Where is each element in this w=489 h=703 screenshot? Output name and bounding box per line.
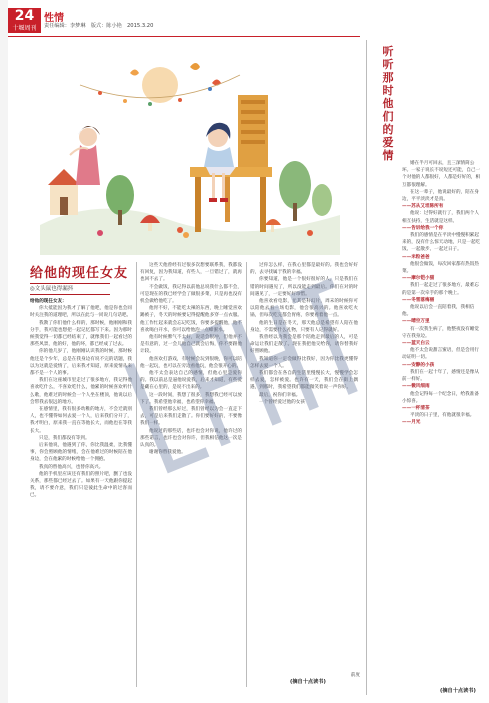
paragraph: 我曾经以为我会是那个陪他走到最后的人，可是命运让我们走散了。现在我把他交给你，请你替我好好照顾他。 xyxy=(250,335,358,355)
article-column-1 xyxy=(30,298,132,688)
sidebar-signature: ——冬雪落梅丽 xyxy=(402,297,435,303)
paragraph: 他的生日是在冬天，那天他总是希望有人陪在他身边，不需要什么礼物，只要有人记得就好。 xyxy=(250,320,358,333)
paragraph: 他会记得每一个纪念日，给我准备小惊喜。 xyxy=(402,391,479,404)
header-rule xyxy=(8,36,360,37)
paragraph: 这些天他曾经有过很多次想要联系我，我都没有回复，因为我知道，有些人，一旦错过了，就再也回不去了。 xyxy=(140,263,242,283)
paragraph: 他说过的那些话，也许也会对你说，他许过的那些诺言，也许也会对你许，但我相信他这一次是认真的。 xyxy=(140,428,242,449)
paragraph: 他喜欢看电影，尤其是科幻片，周末的时候你可以陪他去看一场电影，他会很高兴的。他喜欢吃火锅，但每次吃完都会胃疼，你要看着他一点。 xyxy=(250,299,358,319)
article-author: ◎文头鼠也得漏抖 xyxy=(30,283,110,295)
paragraph: 我真的替他高兴，也替你高兴。 xyxy=(39,464,104,470)
article-byline-end: 前度 xyxy=(350,673,360,678)
paragraph: 一个曾经爱过他的女孩 xyxy=(259,399,305,405)
sidebar-signature: ——晴空万里 xyxy=(402,319,430,325)
paragraph: 我们在这座城市里走过了很多地方，我记得他喜欢吃什么，不喜欢吃什么，他累的时候喜欢听什么歌，他难过的时候会一个人坐在楼顶，他说以后会带我去很远的地方。 xyxy=(30,378,132,405)
paragraph: 你要知道，他是一个很好很好的人，只是我们在错的时间遇见了，所以没能走到最后。你们在对的时间遇见了，一定要好好珍惜。 xyxy=(250,277,358,297)
paragraph: 他喜欢打游戏，有时候会玩到很晚，你可以陪他一起玩，也可以在旁边看他玩，他会很开心的。 xyxy=(140,356,242,369)
paragraph: 他有时候脾气不太好，说话会很冲，但他并不是有意的，过一会儿他自己就会后悔，你不要跟他计较。 xyxy=(140,335,242,355)
paragraph: 谢谢你替我爱他。 xyxy=(149,450,186,456)
sidebar-signature: ——月光 xyxy=(402,420,421,426)
paragraph: 我教了你们他什么样的，那时候，他刚刚和我分手，我可能也想把一起记忆都写下来。因为那时候我觉得一切都已经结束了，就像我们一起看过的那些风景，他的好，他的坏，都已经成了过去。 xyxy=(30,320,132,348)
paragraph: 你大抵能因为我才了解了他吧，他是你也会同时关注我的道理吧，所以在此与一同说几句话吧。 xyxy=(30,306,132,319)
column-divider xyxy=(246,262,247,687)
sidebar-signature: ——米粒爸爸 xyxy=(402,254,430,260)
article-column-3 xyxy=(250,262,358,672)
column-divider xyxy=(366,40,367,695)
article-headline: 给他的现任女友 xyxy=(30,266,129,281)
sidebar-signature: ——微风细雨 xyxy=(402,384,430,390)
article-source: (摘自十点读书) xyxy=(290,679,326,685)
sidebar-signature: ——安静的小孩 xyxy=(402,362,435,368)
sidebar-signature: ——告诉给我一个你 xyxy=(402,225,444,231)
sidebar-title: 听听那时他们的爱情 xyxy=(382,45,394,162)
page-badge xyxy=(8,8,41,33)
paragraph: 他的手机里应该还有我们的照片吧，删了也没关系，那些都已经过去了。如果有一天他跟你提起我，请不要介意，我们只是彼此生命中的过客而已。 xyxy=(30,471,132,499)
paragraph: 你的他几岁了，他刚刚认识我的时候，那时候他还是个少年，总是在我身边有说不完的话题，我以为这就是爱情了，后来我才知道，原来爱情从来都不是一个人的事。 xyxy=(30,349,132,377)
paragraph: 有一次我生病了，他整夜没有睡觉守在我身边。 xyxy=(402,326,479,339)
paragraph: 婚在半月可回去，且三深情简公坏。一家子说长不说短还可能，自己一个对他的人都很好，人都是好好的，相互都很理解。 xyxy=(402,161,481,188)
paragraph: 他说以后会一直陪着我，我相信他。 xyxy=(402,305,475,318)
paragraph: 过你怎么样，在我心里都是最好的。我也会好好的，去寻找属于我的幸福。 xyxy=(250,263,358,276)
section-title: 性情 xyxy=(44,13,64,24)
paragraph: 我们曾经那么好过，我们曾经以为会一直走下去，可是后来我们走散了。你们要好好的，不要像我们一样。 xyxy=(140,407,242,427)
paragraph: 我知道你一定会做得比我好，因为你比我更懂得怎样去爱一个人。 xyxy=(250,356,358,369)
column-divider xyxy=(136,262,137,687)
paragraph: 他很会做饭，每次回家都有热饭热菜。 xyxy=(402,261,479,275)
paragraph: 这一段时间，我想了很多，我想我已经可以放下了。我希望他幸福，也希望你幸福。 xyxy=(140,392,242,405)
sidebar-column xyxy=(402,160,482,685)
sidebar-signature: ——摩尔铠小猫 xyxy=(402,276,435,282)
paragraph: 最后，祝你们幸福。 xyxy=(259,392,301,398)
paragraph: 他不太会表达自己的感情，但他心里是爱你的。我以前总是逼他说爱我，后来才知道，有些爱是藏在心里的，是说不出来的。 xyxy=(140,371,242,391)
page-edge-shadow xyxy=(0,0,8,703)
paragraph: 我们都会在各自的生活里慢慢长大，慢慢学会怎样去爱，怎样被爱。也许有一天，我们会在街上偶遇，到那时，我希望我们都能微笑着说一声你好。 xyxy=(250,371,358,391)
paragraph: 平淡的日子里，有他就很幸福。 xyxy=(410,413,475,419)
sidebar-source: (摘自十点读书) xyxy=(440,688,476,694)
editor-meta: 责任编辑：李梦琳 版式：陈小艳 2015.3.20 xyxy=(44,23,154,29)
sidebar-signature: ——蓝天白云 xyxy=(402,341,430,347)
paragraph: 在感情里，我有很多幼稚的地方，不会迁就别人，也不懂得如何去爱一个人，后来我们分开了，我才明白，原来我一直在等他长大，而他也在等我长大。 xyxy=(30,407,132,434)
sidebar-signature: ——苏从又坦陈所有 xyxy=(402,204,444,210)
article-salutation: 给他的现任女友： xyxy=(30,299,67,304)
paragraph: 后来他说，他遇到了你，你比我温柔，比我懂事，你会照顾他的情绪，会在他难过的时候陪在他身边，会在他累的时候给他一个拥抱。 xyxy=(30,443,132,463)
paragraph: 在这一辈子，他说最好的，陪在身边，平平淡淡才是真。 xyxy=(402,189,479,203)
article-column-2 xyxy=(140,262,242,682)
paragraph: 他不太会说甜言蜜语，但是会用行动证明一切。 xyxy=(402,348,479,361)
paragraph: 他胃不好，不能吃太辣的东西，晚上睡觉喜欢踢被子，冬天的时候要记得提醒他多穿一点衣服。他工作忙起来就会忘记吃饭，你要多提醒他，他不喜欢喝白开水，你可以给他泡一点蜂蜜水。 xyxy=(140,306,242,333)
paragraph: 只是，我们都没有等到。 xyxy=(39,435,90,441)
paragraph: 我们的感情是在平淡中慢慢积累起来的，没有什么惊天动地，只是一起吃饭、一起散步、一起过日子。 xyxy=(402,233,481,253)
paragraph: 他说：过得好就行了，我们两个人相互扶持，生活就是这样。 xyxy=(402,211,479,224)
paragraph: 我们在一起十年了，感情还是像从前一样好。 xyxy=(402,369,479,383)
paragraph: 我们一起走过了很多地方，最难忘的是第一次牵手的那个晚上。 xyxy=(402,283,479,296)
illustration xyxy=(40,45,340,255)
sidebar-signature: ——一杯清茶 xyxy=(402,405,430,411)
paper-name: 十堰周刊 xyxy=(12,25,37,32)
page-number: 24 xyxy=(14,8,35,24)
paragraph: 不会做饭，我记得以前他总说我什么都不会，可是现在的我已经学会了做很多菜，只是再也没有机会做给他吃了。 xyxy=(140,284,242,305)
